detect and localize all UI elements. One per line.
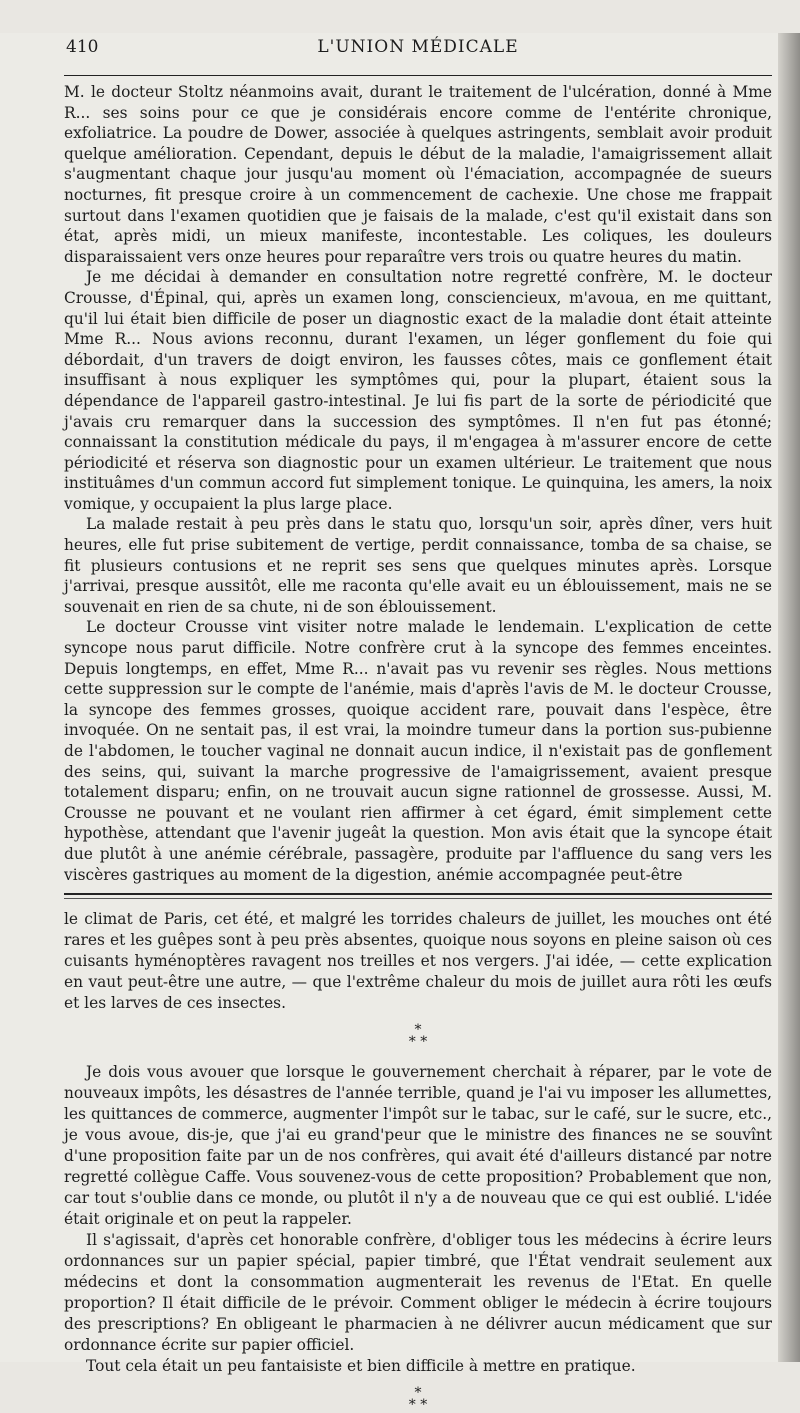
lower-feuilleton [64, 909, 772, 1411]
section-break-asterism [64, 1022, 772, 1051]
section-break-asterism-end [64, 1387, 772, 1411]
paragraph: Je me décidai à demander en consultation notre regretté confrère, M. le docteur Crousse, d'Épinal, qui, après un examen long, consciencieux, m'avoua, en me quittant, qu'il lui était bien difficile de poser un diagnostic exact de la maladie dont était atteinte Mme R... Nous avions reconnu, durant l'examen, un léger gonflement du foie qui débordait, d'un travers de doigt environ, les fausses côtes, mais ce gonflement était insuffisant à nous expliquer les symptômes qui, pour la plupart, étaient sous la dépendance de l'appareil gastro-intestinal. Je lui fis part de la sorte de périodicité que j'avais cru remarquer dans la succession des symptômes. Il n'en fut pas étonné; connaissant la constitution médicale du pays, il m'engagea à m'assurer encore de cette périodicité et réserva son diagnostic pour un examen ultérieur. Le traitement que nous instituâmes d'un commun accord fut simplement tonique. Le quinquina, les amers, la noix vomique, y occupaient la plus large place. [64, 268, 772, 513]
asterism-top: * [414, 1022, 422, 1039]
page-number: 410 [66, 37, 99, 57]
asterism-bottom: * * [408, 1397, 428, 1413]
page-edge-shadow [778, 33, 800, 1362]
asterism-bottom: * * [408, 1034, 428, 1051]
paragraph: Le docteur Crousse vint visiter notre malade le lendemain. L'explication de cette syncope nous parut difficile. Notre confrère crut à la syncope des femmes enceintes. Depuis longtemps, en effet, Mme R... n'avait pas vu revenir ses règles. Nous mettions cette suppression sur le compte de l'anémie, mais d'après l'avis de M. le docteur Crousse, la syncope des femmes grosses, quoique accident rare, pouvait dans l'espèce, être invoquée. On ne sentait pas, il est vrai, la moindre tumeur dans la portion sus-pubienne de l'abdomen, le toucher vaginal ne donnait aucun indice, il n'existait pas de gonflement des seins, qui, suivant la marche progressive de l'amaigrissement, avaient presque totalement disparu; enfin, on ne trouvait aucun signe rationnel de grossesse. Aussi, M. Crousse ne pouvant et ne voulant rien affirmer à cet égard, émit simplement cette hypothèse, attendant que l'avenir jugeât la question. Mon avis était que la syncope était due plutôt à une anémie cérébrale, passagère, produite par l'affluence du sang vers les viscères gastriques au moment de la digestion, anémie accompagnée peut-être [64, 618, 772, 884]
paragraph: le climat de Paris, cet été, et malgré les torrides chaleurs de juillet, les mouches ont été rares et les guêpes sont à peu près absentes, quoique nous soyons en pleine saison où ces cuisants hyménoptères ravagent nos treilles et nos vergers. J'ai idée, — cette explication en vaut peut-être une autre, — que l'extrême chaleur du mois de juillet aura rôti les œufs et les larves de ces insectes. [64, 910, 772, 1013]
upper-article [64, 82, 772, 885]
paragraph: Il s'agissait, d'après cet honorable confrère, d'obliger tous les médecins à écrire leurs ordonnances sur un papier spécial, papier timbré, que l'État vendrait seulement aux médecins et dont la consommation augmenterait les revenus de l'Etat. En quelle proportion? Il était difficile de le prévoir. Comment obliger le médecin à écrire toujours des prescriptions? En obligeant le pharmacien à ne délivrer aucun médicament que sur ordonnance écrite sur papier officiel. [64, 1231, 772, 1355]
page [0, 33, 800, 1413]
paragraph: Tout cela était un peu fantaisiste et bien difficile à mettre en pratique. [86, 1357, 636, 1376]
paragraph: Je dois vous avouer que lorsque le gouvernement cherchait à réparer, par le vote de nouveaux impôts, les désastres de l'année terrible, quand je l'ai vu imposer les allumettes, les quittances de commerce, augmenter l'impôt sur le tabac, sur le café, sur le sucre, etc., je vous avoue, dis-je, que j'ai eu grand'peur que le ministre des finances ne se souvînt d'une proposition faite par un de nos confrères, qui avait été d'ailleurs distancé par notre regretté collègue Caffe. Vous souvenez-vous de cette proposition? Probablement que non, car tout s'oublie dans ce monde, ou plutôt il n'y a de nouveau que ce qui est oublié. L'idée était originale et on peut la rappeler. [64, 1063, 772, 1229]
header-rule [64, 75, 772, 76]
running-title: L'UNION MÉDICALE [317, 37, 519, 57]
paragraph: M. le docteur Stoltz néanmoins avait, durant le traitement de l'ulcération, donné à Mme R... ses soins pour ce que je considérais encore comme de l'entérite chronique, exfoliatrice. La poudre de Dower, associée à quelques astringents, semblait avoir produit quelque amélioration. Cependant, depuis le début de la maladie, l'amaigrissement allait s'augmentant chaque jour jusqu'au moment où l'émaciation, accompagnée de sueurs nocturnes, fit presque croire à un commencement de cachexie. Une chose me frappait surtout dans l'examen quotidien que je faisais de la malade, c'est qu'il existait dans son état, après midi, un mieux manifeste, incontestable. Les coliques, les douleurs disparaissaient vers onze heures pour reparaître vers trois ou quatre heures du matin. [64, 83, 772, 266]
feuilleton-divider [64, 893, 772, 899]
page-header [64, 33, 772, 73]
paragraph: La malade restait à peu près dans le statu quo, lorsqu'un soir, après dîner, vers huit heures, elle fut prise subitement de vertige, perdit connaissance, tomba de sa chaise, se fit plusieurs contusions et ne reprit ses sens que quelques minutes après. Lorsque j'arrivai, presque aussitôt, elle me raconta qu'elle avait eu un éblouissement, mais ne se souvenait en rien de sa chute, ni de son éblouissement. [64, 515, 772, 616]
asterism-top: * [414, 1385, 422, 1402]
